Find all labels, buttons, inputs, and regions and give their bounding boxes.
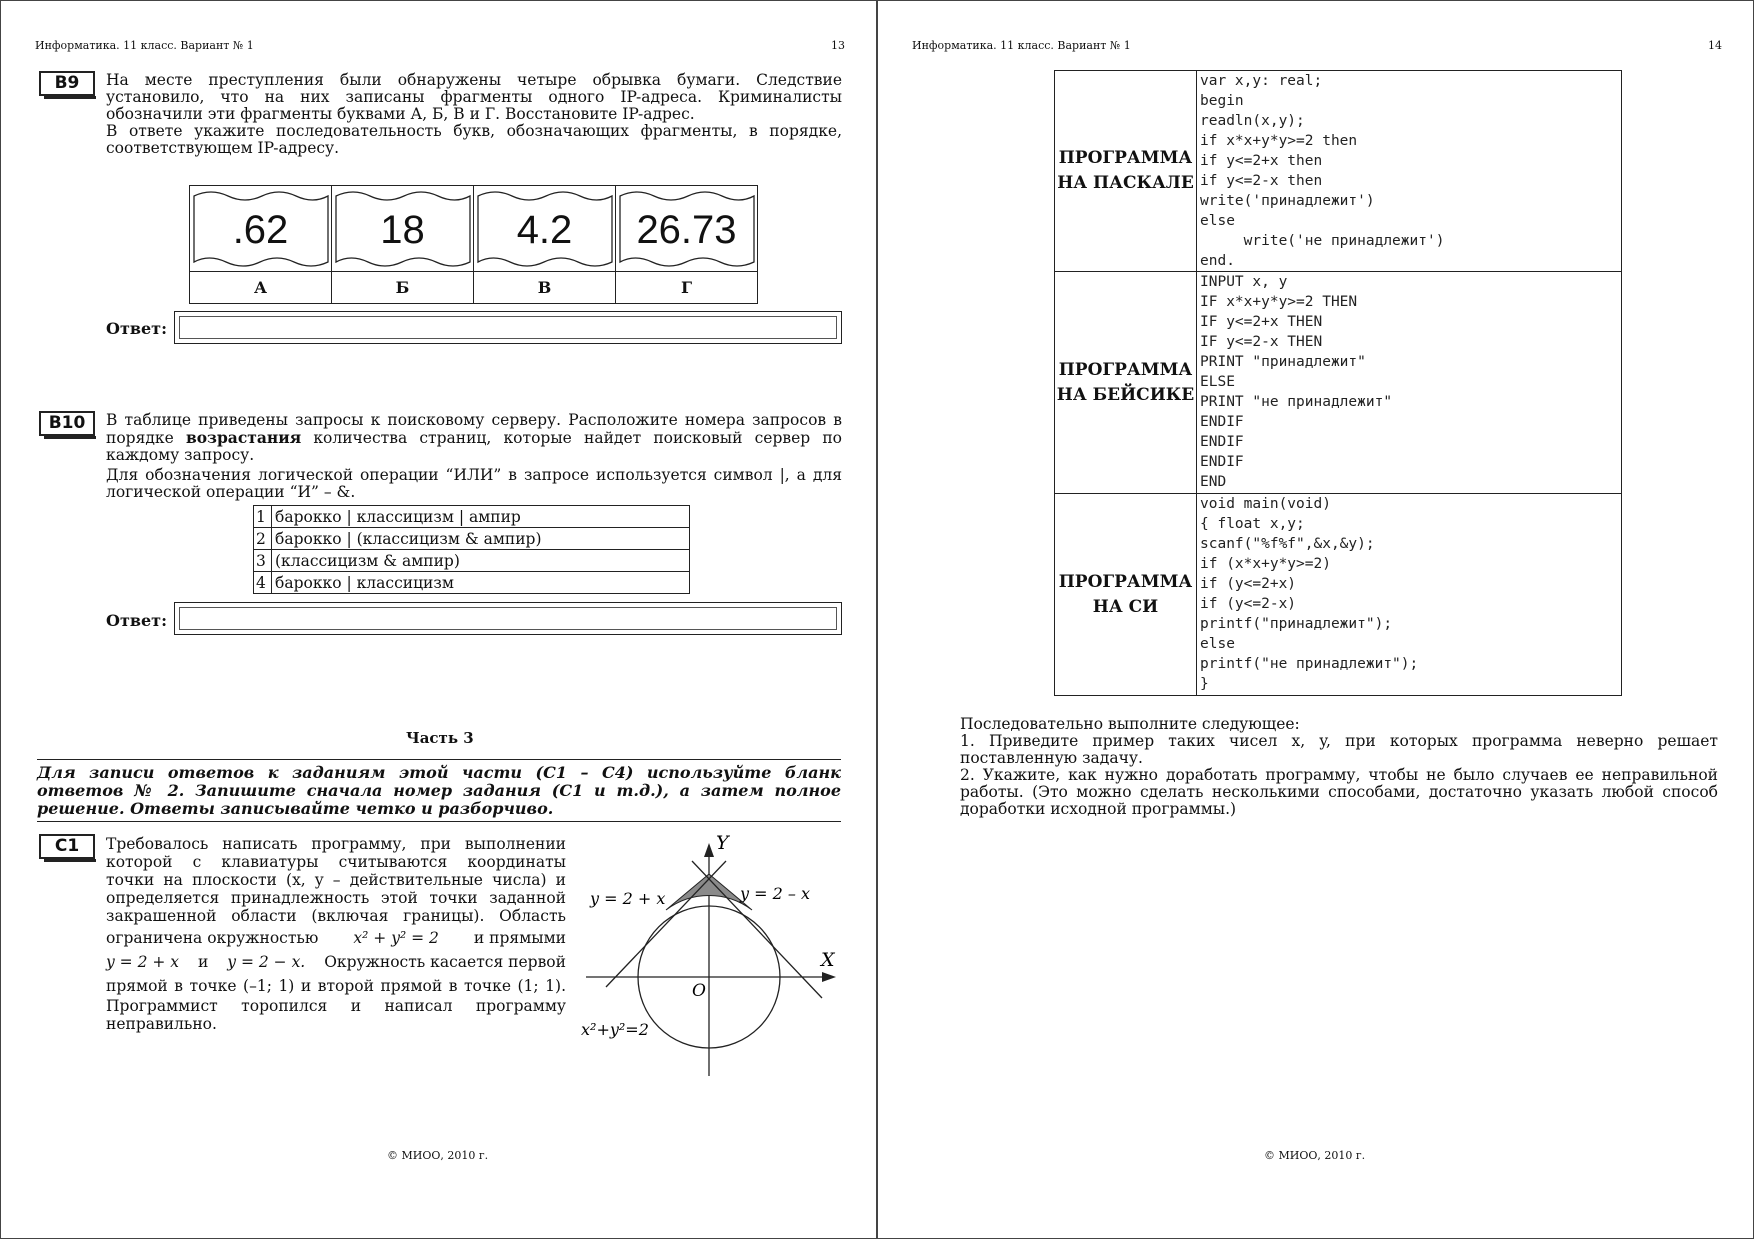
b10-text: [106, 412, 842, 501]
x-axis-label: X: [821, 949, 835, 971]
b9-paragraph-1: На месте преступления были обнаружены четыре обрывка бумаги. Следствие установило, что на них записаны фрагменты одного IP-адреса. Криминалисты обозначили эти фрагменты буквами А, Б, В и Г. Восстановите IP-адрес.: [106, 71, 842, 123]
fragments-table: [189, 185, 758, 304]
fragment-g: [616, 186, 758, 272]
fragment-letter: В: [474, 272, 616, 304]
answer-box-b9[interactable]: [174, 311, 842, 344]
program-code-basic: INPUT x, y IF x*x+y*y>=2 THEN IF y<=2+x THEN IF y<=2-x THEN PRINT "принадлежит" ELSE PRINT "не принадлежит" ENDIF ENDIF ENDIF END: [1197, 272, 1622, 494]
table-row: [1055, 494, 1622, 696]
c1-graph: [576, 831, 846, 1081]
page-header: Информатика. 11 класс. Вариант № 1: [912, 39, 1131, 52]
answer-box-b10[interactable]: [174, 602, 842, 635]
page-number: 13: [831, 39, 845, 52]
divider: [37, 759, 841, 760]
part3-instructions: Для записи ответов к заданиям этой части (С1 – С4) используйте бланк ответов № 2. Запишите сначала номер задания (С1 и т.д.), а затем полное решение. Ответы записывайте четко и разборчиво.: [37, 763, 841, 818]
task-item-2: 2. Укажите, как нужно доработать программу, чтобы не было случаев ее неправильной работы. (Это можно сделать несколькими способами, достаточно указать любой способ доработки исходной программы.): [960, 766, 1718, 818]
task-label-b9: B9: [39, 71, 95, 96]
fragment-letter: А: [190, 272, 332, 304]
fragment-value: 4.2: [516, 208, 573, 252]
x-axis-arrow-icon: [822, 972, 836, 982]
b10-paragraph-2: Для обозначения логической операции “ИЛИ” в запросе используется символ |, а для логической операции “И” – &.: [106, 466, 842, 501]
line1-label: y = 2 + x: [590, 889, 666, 908]
programs-table: [1054, 70, 1622, 696]
program-language-pascal: ПРОГРАММА НА ПАСКАЛЕ: [1055, 71, 1197, 272]
circle-label: x²+y²=2: [581, 1020, 649, 1039]
b10-paragraph-1: В таблице приведены запросы к поисковому серверу. Расположите номера запросов в порядке возрастания количества страниц, которые найдет поисковый сервер по каждому запросу.: [106, 411, 843, 464]
program-language-basic: ПРОГРАММА НА БЕЙСИКЕ: [1055, 272, 1197, 494]
page-number: 14: [1708, 39, 1722, 52]
fragment-letter: Г: [616, 272, 758, 304]
task-label-c1: C1: [39, 834, 95, 859]
line2-label: y = 2 – x: [740, 884, 810, 903]
task-label-b10: B10: [39, 411, 95, 436]
task-intro: Последовательно выполните следующее:: [960, 715, 1300, 733]
y-axis-label: Y: [716, 832, 729, 854]
queries-table: [253, 505, 690, 594]
origin-label: O: [692, 981, 706, 1001]
divider: [37, 821, 841, 822]
answer-label-b10: Ответ:: [106, 611, 167, 630]
page-header: Информатика. 11 класс. Вариант № 1: [35, 39, 254, 52]
part3-title: Часть 3: [406, 729, 474, 747]
y-axis-arrow-icon: [704, 843, 714, 857]
fragment-b: [332, 186, 474, 272]
fragment-v: [474, 186, 616, 272]
line-y-2-plus-x: [606, 861, 726, 987]
b9-paragraph-2: В ответе укажите последовательность букв, обозначающих фрагменты, в порядке, соответствующем IP-адресу.: [106, 122, 842, 157]
table-row: 4 барокко | классицизм: [254, 572, 690, 594]
table-row: [1055, 71, 1622, 272]
c1-text: Требовалось написать программу, при выполнении которой с клавиатуры считываются координаты точки на плоскости (x, y – действительные числа) и определяется принадлежность этой точки заданной закрашенной области (включая границы). Область ограничена окружностью x² + y² = 2 и прямыми y = 2 + x и y = 2 − x. Окружность касается первой прямой в точке (–1; 1) и второй прямой в точке (1; 1). Программист торопился и написал программу неправильно.: [106, 835, 566, 1033]
table-row: 1 барокко | классицизм | ампир: [254, 506, 690, 528]
table-row: 3 (классицизм & ампир): [254, 550, 690, 572]
page-footer: © МИОО, 2010 г.: [1264, 1149, 1366, 1162]
fragment-value: 26.73: [636, 208, 737, 252]
program-code-pascal: var x,y: real; begin readln(x,y); if x*x+y*y>=2 then if y<=2+x then if y<=2-x then write('принадлежит') else write('не принадлежит') end.: [1197, 71, 1622, 272]
task-item-1: 1. Приведите пример таких чисел x, y, при которых программа неверно решает поставленную задачу.: [960, 732, 1718, 767]
program-language-c: ПРОГРАММА НА СИ: [1055, 494, 1197, 696]
fragment-value: .62: [232, 208, 289, 252]
fragment-value: 18: [380, 208, 425, 252]
c1-tasks: [960, 716, 1718, 818]
table-row: [1055, 272, 1622, 494]
answer-label-b9: Ответ:: [106, 319, 167, 338]
b9-text: [106, 72, 842, 157]
fragment-letter: Б: [332, 272, 474, 304]
table-row: 2 барокко | (классицизм & ампир): [254, 528, 690, 550]
page-footer: © МИОО, 2010 г.: [387, 1149, 489, 1162]
program-code-c: void main(void) { float x,y; scanf("%f%f",&x,&y); if (x*x+y*y>=2) if (y<=2+x) if (y<=2-x) printf("принадлежит"); else printf("не принадлежит"); }: [1197, 494, 1622, 696]
fragment-a: [190, 186, 332, 272]
